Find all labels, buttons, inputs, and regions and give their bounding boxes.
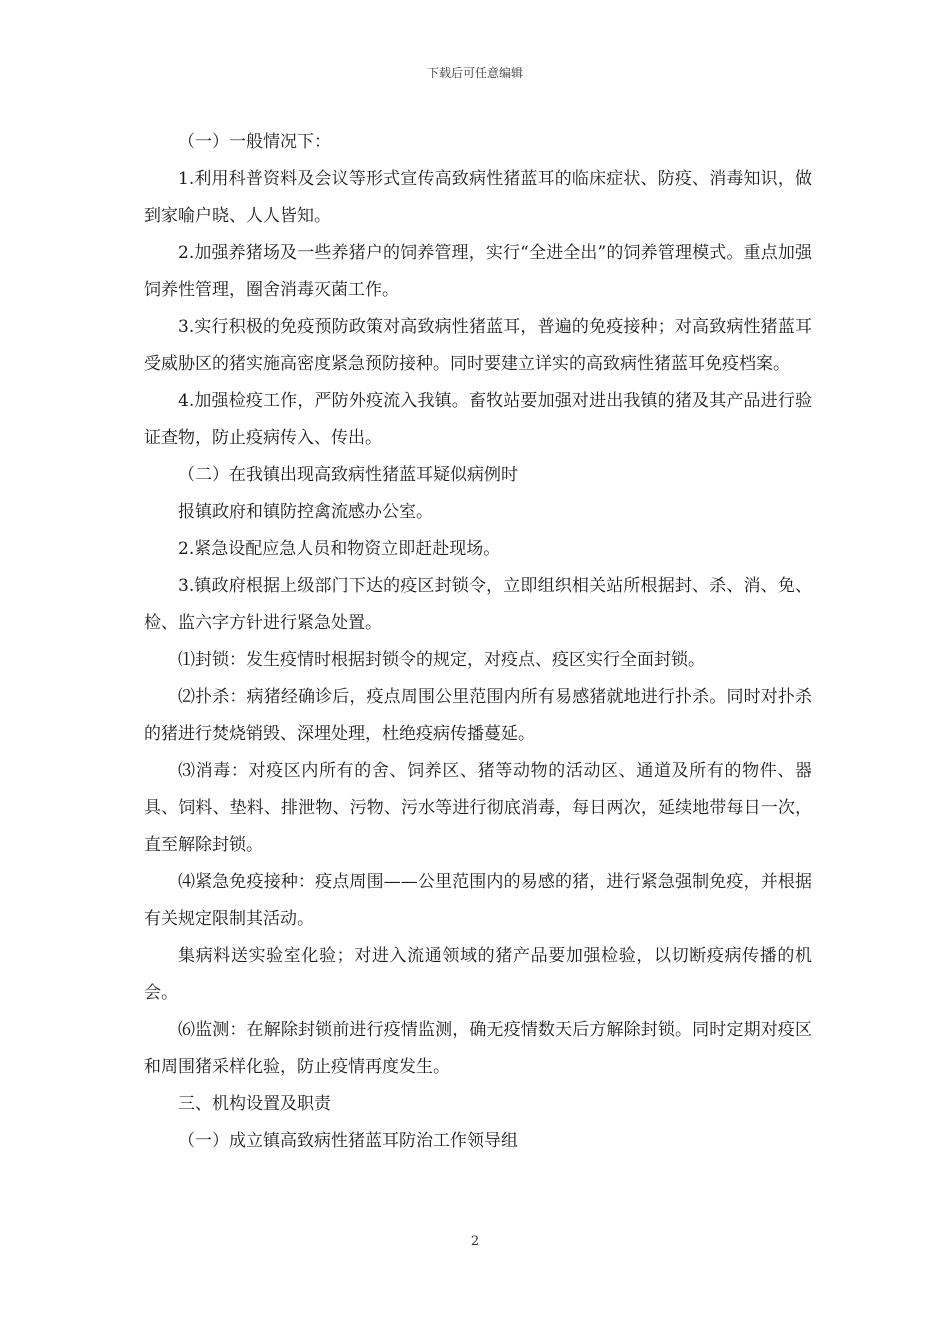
paragraph-item-1: 1.利用科普资料及会议等形式宣传高致病性猪蓝耳的临床症状、防疫、消毒知识，做到家喻户晓、人人皆知。 — [144, 169, 812, 226]
paragraph-item-3: 3.实行积极的免疫预防政策对高致病性猪蓝耳，普遍的免疫接种；对高致病性猪蓝耳受威胁区的猪实施高密度紧急预防接种。同时要建立详实的高致病性猪蓝耳免疫档案。 — [144, 317, 812, 374]
paragraph-report: 报镇政府和镇防控禽流感办公室。 — [178, 502, 433, 522]
paragraph-blockade: ⑴封锁：发生疫情时根据封锁令的规定，对疫点、疫区实行全面封锁。 — [178, 650, 705, 670]
paragraph-culling: ⑵扑杀：病猪经确诊后，疫点周围公里范围内所有易感猪就地进行扑杀。同时对扑杀的猪进行焚烧销毁、深埋处理，杜绝疫病传播蔓延。 — [144, 687, 812, 744]
heading-organization: 三、机构设置及职责 — [178, 1094, 331, 1114]
paragraph-blockade-order: 3.镇政府根据上级部门下达的疫区封锁令，立即组织相关站所根据封、杀、消、免、检、监六字方针进行紧急处置。 — [144, 576, 812, 633]
paragraph-item-4: 4.加强检疫工作，严防外疫流入我镇。畜牧站要加强对进出我镇的猪及其产品进行验证查物，防止疫病传入、传出。 — [144, 391, 812, 448]
page-number: 2 — [470, 1234, 480, 1249]
paragraph-emergency-deploy: 2.紧急设配应急人员和物资立即赶赴现场。 — [178, 539, 501, 559]
heading-suspected-case: （二）在我镇出现高致病性猪蓝耳疑似病例时 — [178, 465, 518, 485]
paragraph-monitoring: ⑹监测：在解除封锁前进行疫情监测，确无疫情数天后方解除封锁。同时定期对疫区和周围猪采样化验，防止疫情再度发生。 — [144, 1020, 812, 1077]
paragraph-lab-testing: 集病料送实验室化验；对进入流通领域的猪产品要加强检验，以切断疫病传播的机会。 — [144, 946, 812, 1003]
heading-general-situation: （一）一般情况下： — [178, 132, 331, 152]
document-body — [144, 124, 812, 1160]
heading-leadership-group: （一）成立镇高致病性猪蓝耳防治工作领导组 — [178, 1131, 518, 1151]
paragraph-disinfection: ⑶消毒：对疫区内所有的舍、饲养区、猪等动物的活动区、通道及所有的物件、器具、饲料、垫料、排泄物、污物、污水等进行彻底消毒，每日两次，延续地带每日一次，直至解除封锁。 — [144, 761, 812, 855]
paragraph-item-2: 2.加强养猪场及一些养猪户的饲养管理，实行“全进全出”的饲养管理模式。重点加强饲养性管理，圈舍消毒灭菌工作。 — [144, 243, 812, 300]
page-header-note: 下载后可任意编辑 — [426, 66, 523, 80]
paragraph-emergency-immunization: ⑷紧急免疫接种：疫点周围——公里范围内的易感的猪，进行紧急强制免疫，并根据有关规定限制其活动。 — [144, 872, 812, 929]
